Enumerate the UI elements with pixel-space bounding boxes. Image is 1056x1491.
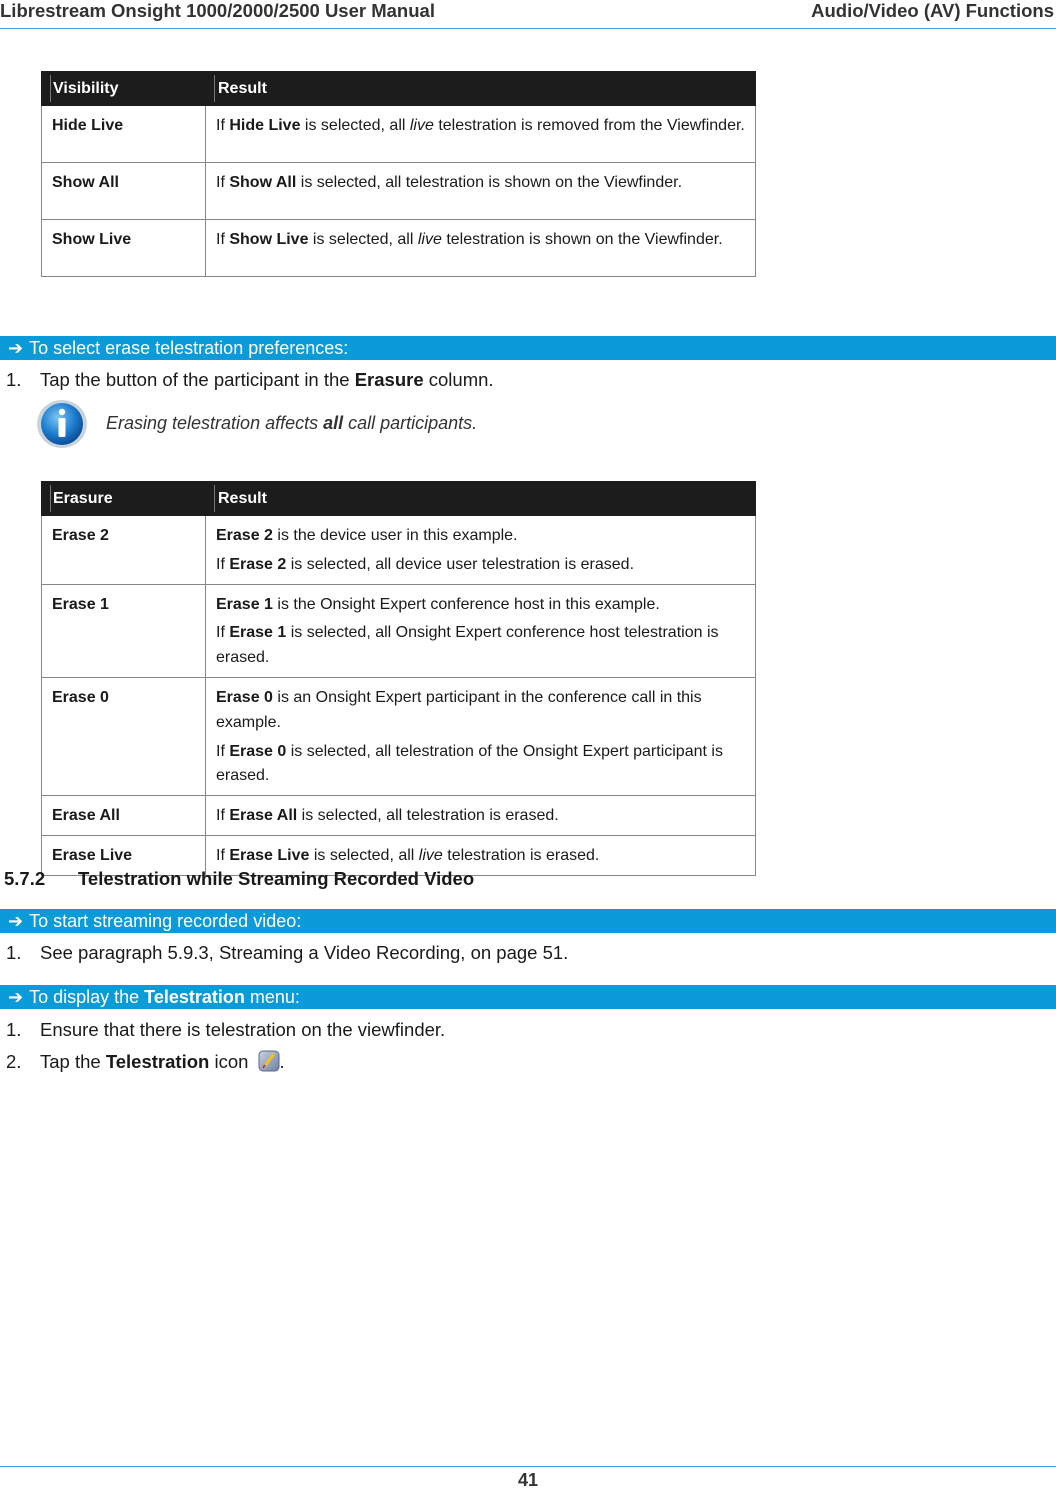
row-result: Erase 1 is the Onsight Expert conference host in this example. If Erase 1 is selected, all Onsight Expert conference host telestration is erased.	[206, 584, 756, 677]
row-label: Erase Live	[42, 835, 206, 875]
row-result: If Hide Live is selected, all live telestration is removed from the Viewfinder.	[206, 106, 756, 163]
page-number: 41	[517, 1470, 539, 1490]
step-item: 1. Ensure that there is telestration on the viewfinder.	[6, 1019, 446, 1040]
row-label: Erase 0	[42, 677, 206, 795]
step-item: 1. Tap the button of the participant in the Erasure column.	[6, 369, 494, 390]
arrow-right-icon: ➔	[8, 911, 24, 931]
step-item: 2. Tap the Telestration icon .	[6, 1051, 285, 1072]
manual-title: Librestream Onsight 1000/2000/2500 User Manual	[0, 0, 435, 21]
row-label: Show All	[42, 163, 206, 220]
row-label: Erase 1	[42, 584, 206, 677]
arrow-right-icon: ➔	[8, 987, 24, 1007]
step-item: 1. See paragraph 5.9.3, Streaming a Video Recording, on page 51.	[6, 942, 569, 963]
procedure-bar-stream	[0, 909, 1056, 933]
column-header: Result	[206, 72, 756, 106]
column-header: Visibility	[42, 72, 206, 106]
procedure-bar-display	[0, 985, 1056, 1009]
table-row	[42, 163, 756, 220]
row-result: If Show Live is selected, all live telestration is shown on the Viewfinder.	[206, 220, 756, 277]
note-text: Erasing telestration affects all call participants.	[106, 413, 478, 433]
procedure-title: To select erase telestration preferences:	[29, 338, 349, 358]
row-result: If Erase All is selected, all telestration is erased.	[206, 796, 756, 836]
table-header-row	[42, 482, 756, 516]
row-label: Erase 2	[42, 516, 206, 585]
section-number: 5.7.2	[4, 868, 46, 889]
table-header-row	[42, 72, 756, 106]
row-result: If Show All is selected, all telestration is shown on the Viewfinder.	[206, 163, 756, 220]
section-heading	[4, 868, 474, 890]
section-title: Telestration while Streaming Recorded Video	[78, 868, 475, 889]
row-label: Show Live	[42, 220, 206, 277]
procedure-title: To display the Telestration menu:	[29, 987, 300, 1007]
procedure-bar-erase	[0, 336, 1056, 360]
page-footer	[0, 1466, 1056, 1491]
info-note	[36, 398, 736, 450]
table-row	[42, 106, 756, 163]
table-row	[42, 584, 756, 677]
chapter-title: Audio/Video (AV) Functions	[811, 0, 1054, 21]
row-result: Erase 2 is the device user in this example. If Erase 2 is selected, all device user telestration is erased.	[206, 516, 756, 585]
column-header: Result	[206, 482, 756, 516]
visibility-table	[41, 71, 756, 277]
row-label: Hide Live	[42, 106, 206, 163]
table-row	[42, 220, 756, 277]
row-result: Erase 0 is an Onsight Expert participant in the conference call in this example. If Erase 0 is selected, all telestration of the Onsight Expert participant is erased.	[206, 677, 756, 795]
table-row	[42, 796, 756, 836]
table-row	[42, 516, 756, 585]
info-icon	[36, 398, 88, 450]
row-result: If Erase Live is selected, all live telestration is erased.	[206, 835, 756, 875]
procedure-title: To start streaming recorded video:	[29, 911, 302, 931]
erasure-table	[41, 481, 756, 876]
table-row	[42, 677, 756, 795]
arrow-right-icon: ➔	[8, 338, 24, 358]
telestration-icon	[258, 1050, 280, 1072]
row-label: Erase All	[42, 796, 206, 836]
column-header: Erasure	[42, 482, 206, 516]
page-header	[0, 0, 1056, 29]
